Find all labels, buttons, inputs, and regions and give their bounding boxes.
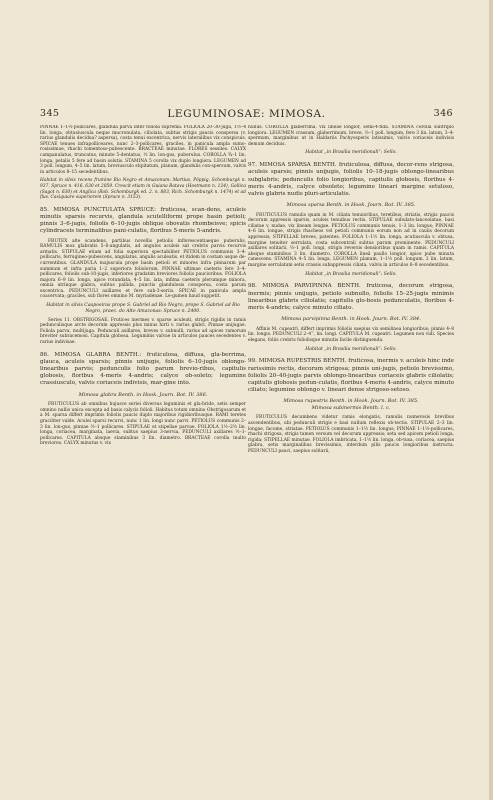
- habitat-note: Habitat in silvis recens frumine Rio Negro et Amazonum: Martius, Pöppig, Schomburgk n. 937, Spruce n. 416, 630 et 2059. Crescit etiam in Guiana Batava (Hostmann n. 124), Gallica (Sagot n. 630) et Anglica (Rob. Schomburgk ed. 2. n. 883, Rich. Schomburgk n. 1474) et ad fluv. Casiquiare superiorem (Spruce n. 3153).: [40, 178, 246, 201]
- reference-line: Mimosa glabra Benth. in Hook. Journ. Bot. IV. 386.: [78, 391, 208, 398]
- species-heading: 99. MIMOSA RUPESTRIS BENTH. fruticosa, inermis v. aculeis hinc inde rarissimis rectis, decorum strigosa; pinnis uni-jugis, petiolo brevissimo, foliolis 20–40-jugis parvis oblongo-linearibus coriaceis glabris ciliolatis; capitulis globosis pedun-culatis, floribus 4-meris 4-andris, calyce minuto ciliato; leguminе oblongo v. lineari dense strigoso-setoso.: [248, 358, 454, 394]
- species-heading: 86. MIMOSA GLABRA BENTH.: fruticulosa, diffusa, gla-berrima, glauca, aculeis sparsis; pinnis unijugis, foliolis 6–10-jugis oblongo-linearibus parvis; pedunculis folio parum brevio-ribus, capitulis globosis, floribus 4-meris 4-andris; calyce ob-soleto; leguminе crassiusculo, valvis coriaceis indivisis, mar-gine into.: [40, 351, 246, 387]
- reference-line: Mimosa parvipinna Benth. in Hook. Journ. Bot. IV. 384.: [281, 316, 421, 323]
- paragraph: nullus. COROLLA glaberrima, vix lineae longior, semi-4-fida. STAMINA corolla subtriplo longiora. LEGUMEN crassum, glaberrimum, breve, ½–1 poll. longum, fere 3 lin. latum, 3–4-spermum, marginibus ut in Haldariis Pachyosperis latissimis, valvis coriaceis indivisis demum deciduis.: [248, 125, 454, 147]
- habitat-note: Habitat „in Brasilia meridionali“: Sello.: [305, 346, 397, 352]
- habitat-note: Habitat „in Brasilia meridionali“: Sello.: [305, 271, 397, 277]
- running-title: LEGUMINOSAE: MIMOSA.: [167, 108, 326, 120]
- reference-line: Mimosa subinermis Benth. l. c.: [311, 404, 391, 411]
- paragraph: PINNAE 1–1½-pollicares, glandula parva inter foliola suprema. FOLIOLA 20–30-juga, 1½–4 lin. longa, obtusiuscula neque mucronulata, ciliolata, subtus strigis paucis conspersa (v. rarius glandulis decidua? aspersa), costa tenui excentrica, nervis lateralibus vix conspicuis. SPICAE tenues infrapolliceares, nunc 2–3-pollicares, graciles, in panicula ampla sumo-rosissimae, rhachi tomentoso-pubescente. BRACTEAE minutae. FLORES sessiles. CALYX campanulatus, truncatus, minute 5-dentatus, ½ lin. lon-gus, puberulus. COROLLA ¾–1 lin. longa, petalis 5 fere ad basin solutis. STAMINA 5 corolla vix duplo longiora. LEGUMEN ad 3 poll. longum, 4–5 lin. latum, breviusculo stipitatum, planum, glandulis con-spersum, valvis in articulos 8–15 secedentibus.: [40, 125, 246, 175]
- species-heading: 98. MIMOSA PARVIPINNA BENTH. fruticosa, decorum strigosa, inermis; pinnis unijugis, petiolo subnullo, foliolis 15–25-jugis minimis linearibus glabris ciliolatis; capitulis glo-bosis pedunculatis, floribus 4-meris 4-andris; calyce minuto ciliato.: [248, 283, 454, 312]
- description-paragraph: FRUTEX alte scandens, partibus novellis petiolis inflorescentiaeque puberulis, RAMULIS mox glabratis 5–6-angulatis, ad angulos aculeis sat crebris parvis recurvis armatis. STIPULAE etiam ad folia superiora spectabiliter PETIOLUS communis 3–4-pollicaris, ferrugineo-pubescens, angulatus, angulis aculeatis, et itidem in costam usque de-currentibus. GLANDULA majuscula prope basin petioli et minores infra pinnarum par summum et infra paria 1–2 superiora foliolorum. PINNAE ultimae caeteris fere 3–4-pollicares, foliolis sub-10-jugis, inferiores gradatim breviores foliolis paucioribus. FOLIOLA majora 6–9 lin. longa, apice rotundata, 4–5 lin. lata, infima caeteris plerumque minora, omnia utrinque glabra, subtus pallida, punctis glandulosis conspersa, costa parum excentrica. PEDUNCULI axillares et fere sub-3-seriis. SPICAE in panicula ampla coacervata; graciles, sub flores omnino M. myriadenae. Le-gumen haud suppetit.: [40, 238, 246, 300]
- reference-line: Mimosa sparsa Benth. in Hook. Journ. Bot. IV. 385.: [286, 202, 416, 209]
- page-number-left: 345: [40, 108, 60, 119]
- page-number-right: 346: [433, 108, 453, 119]
- habitat-note: Habitat „in Brasilia meridionali“: Sello.: [305, 150, 397, 156]
- series-paragraph: Series 11. OBSTRIGOSAE. Frutices inermes v. sparse aculeati, strigis rigidis in ramis pedunculisque arcte decorum appressis plus minus hirti v. rarius glabri. Pinnae unijugae. Foliola parva, multijuga. Pedunculi axillares, breves v. subnulli, rarius ad apices ramorum breviter subracemosi. Capitula globosa. Leguminis valvae in articulos pauces secedentes v. rarius indivisae.: [40, 317, 246, 346]
- habitat-note: Habitat in silvis Caapoeiras prope S. Gabriel ad Rio Negro, prope S. Gabriel ad Rio Negro, praec. do Alto Amazonas: Spruce n. 2400.: [46, 303, 240, 314]
- left-column: [40, 125, 246, 790]
- running-header: [0, 108, 493, 122]
- description-paragraph: Affinis M. cupeatri, differt imprimis foliolis saepius vix semilinea longioribus; pinnis 4–8 lin. longis. PEDUNCULI 2–4‴, lin. longi. CAPITULA M. cupeatri. Legumen non vidi. Species elegans, foliis crebris foliolisque minutis facile distinguenda.: [248, 326, 454, 343]
- description-paragraph: FRUTICULUS ramulis quam in M. ciliata tenuioribus, teretibus, striatis, strigis paucis decorum appressis sparsis, aculeis tenuibus rectis. STIPULAE subulato-lanceolatae, basi ciliatae v. nudae, vix lineam longae. PETIOLUS communis tenuis, 1–3 lin. longus; PINNAE 4–6 lin. longae, strigis rhacheos vel petioli communis eorum non ad in caulis decorum appressis; STIPELLAE breves, patentes. FOLIOLA 1–1½ lin. longa, acutiuscula v. obtusa, margine tenuiter serrulata, costa subcentrali subtus parum prominente. PEDUNCULI axillares solitarii, ½–1 poll. longi, strigis reversis densioribus quam in ramis. CAPITULA absque staminibus 3 lin. diametro. COROLLA lineâ paullo longior, apice pube minuta canescens. STAMINA 4–5 lin. longa. LEGUMEN planum, 1–1½ poll. longum, 2 lin. latum, margine serrulatum setis crassis subappressis ciliata, valvis in articulos 6–8 secedentibus.: [248, 212, 454, 269]
- description-paragraph: FRUTICULUS ab omnibus hujusce seriei diversus leguminis et gla-bridе, setis semper omnino nullis unica excepta ad basis calycis folioli. Habitus totum omnino Obstrigosarum et a M. sparsa differt imprimis foliolis paucis duplo majoribus rigidioribusque. RAMI teretes graciliter valde. Aculei sparsi recurvi, nunc 1 lin. longi nunc parvi. PETIOLUS communis 2–3 lin. lon-gus, pinnae ½–1 pollicares. STIPULAE et stipellae parvae. FOLIOLA 1½–2½ lin. longa, coriacea, marginata, laevia, subtus saepius 3-nervia, PEDUNCULI axillares ½–1-pollicares. CAPITULA absque staminibus 3 lin. diametro. BRACTEAE corolla multo breviores. CALYX minutus v. vix: [40, 402, 246, 447]
- right-column: [248, 125, 454, 790]
- species-heading: 85. MIMOSA PUNCTULATA SPRUCE: fruticosa, scan-dens, aculeis minutis sparsis recurvis, glandula scutelliformi prope basin petioli; pinnis 3–6-jugis, foliolis 6–10-jugis oblique obovatis rhombeisve; spicis cylindraceis terminalibus pani-culatis, floribus 5-meris 5-andris.: [40, 206, 246, 235]
- reference-line: Mimosa rupestris Benth. in Hook. Journ. Bot. IV. 385.: [283, 398, 419, 405]
- species-heading: 97. MIMOSA SPARSA BENTH. fruticulosa, diffusa, decor-rens strigosa, aculeis sparsis; pinnis unijugis, foliolis 10–18-jugis oblongo-linearibus subglabris; pedunculis folio longioribus, capitulis globosis, floribus 4-meris 4-andris, calyce obsoleto; leguminе lineari margine setuloso, valvis glabris nudis pluri-articulatis.: [248, 162, 454, 197]
- description-paragraph: FRUTICULUS decumbens videtur ramis elongatis, ramulis numerosis brevibus ascendentibus, ubi pedunculi strigis e basi nullum reflexis ob-tectis. STIPULAE 2–3 lin. longae, facome, striatae. PETIOLUS communis 1–1½ lin. longus; PINNAE 1–1½-pollicares, rhachi strigosa, strigis tamen versum vel decorum appressis; seta sed apicem petioli longa, rigida; STIPELLAE minutae. FOLIOLA imbricata, 1–1½ lin. longa, ob-tusa, coriacea, saepius glabra, setis marginalibus brevissimis, interdum pilis paucis longioribus instructa. PEDUNCULI pauci, saepius solitarii,: [248, 415, 454, 454]
